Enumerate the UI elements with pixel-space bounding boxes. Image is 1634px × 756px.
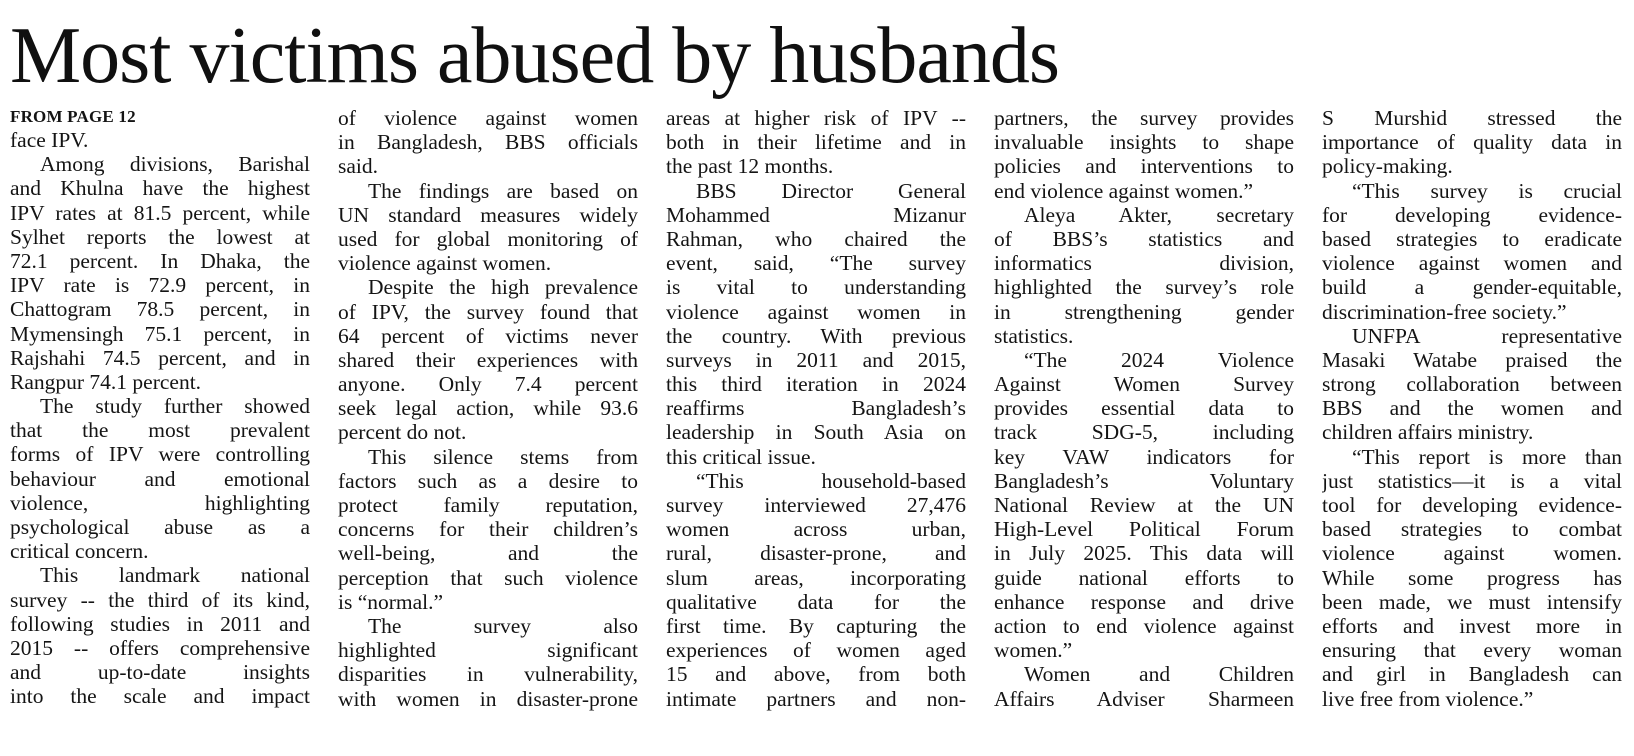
text-line: Against Women Survey xyxy=(994,372,1294,397)
text-line: importance of quality data in xyxy=(1322,130,1622,155)
text-line: critical concern. xyxy=(10,539,149,564)
text-line: of IPV, the survey found that xyxy=(338,299,638,324)
text-line: tool for developing evidence- xyxy=(1322,493,1622,517)
text-line: first time. By capturing the xyxy=(666,613,966,638)
text-line: used for global monitoring of xyxy=(338,226,638,251)
text-line: The findings are based on xyxy=(368,178,638,203)
text-line: protect family reputation, xyxy=(338,493,638,517)
text-line: Bangladesh’s Voluntary xyxy=(994,468,1294,493)
text-line: “This household-based xyxy=(696,468,966,493)
text-line: Rahman, who chaired the xyxy=(666,226,966,251)
text-line: based strategies to eradicate xyxy=(1322,226,1622,251)
text-line: Masaki Watabe praised the xyxy=(1322,347,1622,372)
text-line: well-being, and the xyxy=(338,541,638,566)
text-line: areas at higher risk of IPV -- xyxy=(666,106,966,130)
article-body xyxy=(10,106,1624,746)
text-line: is “normal.” xyxy=(338,589,444,614)
continuation-kicker: FROM PAGE 12 xyxy=(10,107,136,126)
text-line: live free from violence.” xyxy=(1322,686,1534,711)
text-line: track SDG-5, including xyxy=(994,420,1294,445)
text-line: seek legal action, while 93.6 xyxy=(338,396,638,421)
text-line: factors such as a desire to xyxy=(338,468,638,493)
text-line: face IPV. xyxy=(10,128,89,152)
text-line: UN standard measures widely xyxy=(338,202,638,227)
text-line: qualitative data for the xyxy=(666,589,966,614)
text-line: guide national efforts to xyxy=(994,565,1294,590)
text-line: enhance response and drive xyxy=(994,589,1294,614)
text-line: slum areas, incorporating xyxy=(666,565,966,590)
text-line: been made, we must intensify xyxy=(1322,589,1622,614)
text-line: in Bangladesh, BBS officials xyxy=(338,130,638,155)
text-line: reaffirms Bangladesh’s xyxy=(666,396,966,421)
text-line: violence against women. xyxy=(338,251,552,276)
text-line: forms of IPV were controlling xyxy=(10,442,310,467)
text-line: Mohammed Mizanur xyxy=(666,202,966,227)
text-line: highlighted significant xyxy=(338,638,638,663)
text-line: The survey also xyxy=(368,613,638,638)
text-line: event, said, “The survey xyxy=(666,251,966,276)
column-4 xyxy=(994,106,1294,746)
text-line: and girl in Bangladesh can xyxy=(1322,662,1622,687)
text-line: in strengthening gender xyxy=(994,299,1294,324)
text-line: experiences of women aged xyxy=(666,638,966,663)
text-line: women across urban, xyxy=(666,517,966,542)
text-line: that the most prevalent xyxy=(10,418,310,443)
text-line: rural, disaster-prone, and xyxy=(666,541,966,566)
text-line: said. xyxy=(338,154,379,179)
text-line: efforts and invest more in xyxy=(1322,613,1622,638)
text-line: concerns for their children’s xyxy=(338,517,638,542)
text-line: shared their experiences with xyxy=(338,347,638,372)
text-line: 2015 -- offers comprehensive xyxy=(10,635,310,660)
text-line: violence against women in xyxy=(666,299,966,324)
text-line: violence, highlighting xyxy=(10,490,310,515)
text-line: partners, the survey provides xyxy=(994,106,1294,130)
headline: Most victims abused by husbands xyxy=(10,12,1059,100)
text-line: discrimination-free society.” xyxy=(1322,299,1567,324)
text-line: for developing evidence- xyxy=(1322,202,1622,227)
text-line: policies and interventions to xyxy=(994,154,1294,179)
text-line: 64 percent of victims never xyxy=(338,323,638,348)
column-1 xyxy=(10,106,310,746)
text-line: anyone. Only 7.4 percent xyxy=(338,372,638,397)
text-line: 72.1 percent. In Dhaka, the xyxy=(10,248,310,273)
text-line: policy-making. xyxy=(1322,154,1453,179)
text-line: “This report is more than xyxy=(1352,444,1622,469)
text-line: strong collaboration between xyxy=(1322,372,1622,397)
text-line: IPV rates at 81.5 percent, while xyxy=(10,200,310,225)
text-line: This landmark national xyxy=(40,563,310,588)
text-line: end violence against women.” xyxy=(994,178,1254,203)
text-line: disparities in vulnerability, xyxy=(338,662,638,687)
text-line: surveys in 2011 and 2015, xyxy=(666,347,966,372)
text-line: “The 2024 Violence xyxy=(1024,347,1294,372)
text-line: key VAW indicators for xyxy=(994,444,1294,469)
text-line: Rangpur 74.1 percent. xyxy=(10,369,202,394)
text-line: Women and Children xyxy=(1024,662,1294,687)
text-line: and up-to-date insights xyxy=(10,660,310,685)
text-line: women.” xyxy=(994,638,1073,663)
text-line: the country. With previous xyxy=(666,323,966,348)
text-line: just statistics—it is a vital xyxy=(1322,468,1622,493)
text-line: Mymensingh 75.1 percent, in xyxy=(10,321,310,346)
text-line: violence against women and xyxy=(1322,251,1622,276)
text-line: provides essential data to xyxy=(994,396,1294,421)
text-line: BBS Director General xyxy=(696,178,966,203)
text-line: children affairs ministry. xyxy=(1322,420,1534,445)
text-line: psychological abuse as a xyxy=(10,515,310,539)
text-line: “This survey is crucial xyxy=(1352,178,1622,203)
text-line: behaviour and emotional xyxy=(10,466,310,491)
text-line: based strategies to combat xyxy=(1322,517,1622,542)
text-line: Chattogram 78.5 percent, in xyxy=(10,297,310,322)
text-line: this third iteration in 2024 xyxy=(666,372,966,397)
text-line: build a gender-equitable, xyxy=(1322,275,1622,300)
text-line: highlighted the survey’s role xyxy=(994,275,1294,300)
column-3 xyxy=(666,106,966,746)
text-line: percent do not. xyxy=(338,420,467,445)
text-line: both in their lifetime and in xyxy=(666,130,966,155)
text-line: following studies in 2011 and xyxy=(10,611,310,636)
text-line: 15 and above, from both xyxy=(666,662,966,687)
text-line: S Murshid stressed the xyxy=(1322,106,1622,130)
text-line: the past 12 months. xyxy=(666,154,834,179)
text-line: of BBS’s statistics and xyxy=(994,226,1294,251)
text-line: in July 2025. This data will xyxy=(994,541,1294,566)
text-line: ensuring that every woman xyxy=(1322,638,1622,663)
column-2 xyxy=(338,106,638,746)
text-line: High-Level Political Forum xyxy=(994,517,1294,542)
text-line: BBS and the women and xyxy=(1322,396,1622,421)
text-line: Sylhet reports the lowest at xyxy=(10,224,310,249)
text-line: survey interviewed 27,476 xyxy=(666,493,966,517)
text-line: Among divisions, Barishal xyxy=(40,152,310,177)
text-line: The study further showed xyxy=(40,394,310,419)
text-line: action to end violence against xyxy=(994,613,1294,638)
text-line: with women in disaster-prone xyxy=(338,686,638,711)
text-line: intimate partners and non- xyxy=(666,686,966,711)
text-line: UNFPA representative xyxy=(1352,323,1622,348)
column-5 xyxy=(1322,106,1622,746)
text-line: violence against women. xyxy=(1322,541,1622,566)
text-line: Aleya Akter, secretary xyxy=(1024,202,1294,227)
text-line: informatics division, xyxy=(994,251,1294,276)
text-line: perception that such violence xyxy=(338,565,638,590)
text-line: survey -- the third of its kind, xyxy=(10,587,310,612)
text-line: is vital to understanding xyxy=(666,275,966,300)
text-line: this critical issue. xyxy=(666,444,816,469)
text-line: IPV rate is 72.9 percent, in xyxy=(10,273,310,298)
text-line: Rajshahi 74.5 percent, and in xyxy=(10,345,310,370)
text-line: This silence stems from xyxy=(368,444,638,469)
text-line: While some progress has xyxy=(1322,565,1622,590)
text-line: Despite the high prevalence xyxy=(368,275,638,300)
text-line: Affairs Adviser Sharmeen xyxy=(994,686,1294,711)
text-line: and Khulna have the highest xyxy=(10,176,310,201)
text-line: statistics. xyxy=(994,323,1074,348)
text-line: National Review at the UN xyxy=(994,493,1294,517)
text-line: invaluable insights to shape xyxy=(994,130,1294,155)
text-line: leadership in South Asia on xyxy=(666,420,966,445)
text-line: into the scale and impact xyxy=(10,684,310,709)
text-line: of violence against women xyxy=(338,106,638,130)
